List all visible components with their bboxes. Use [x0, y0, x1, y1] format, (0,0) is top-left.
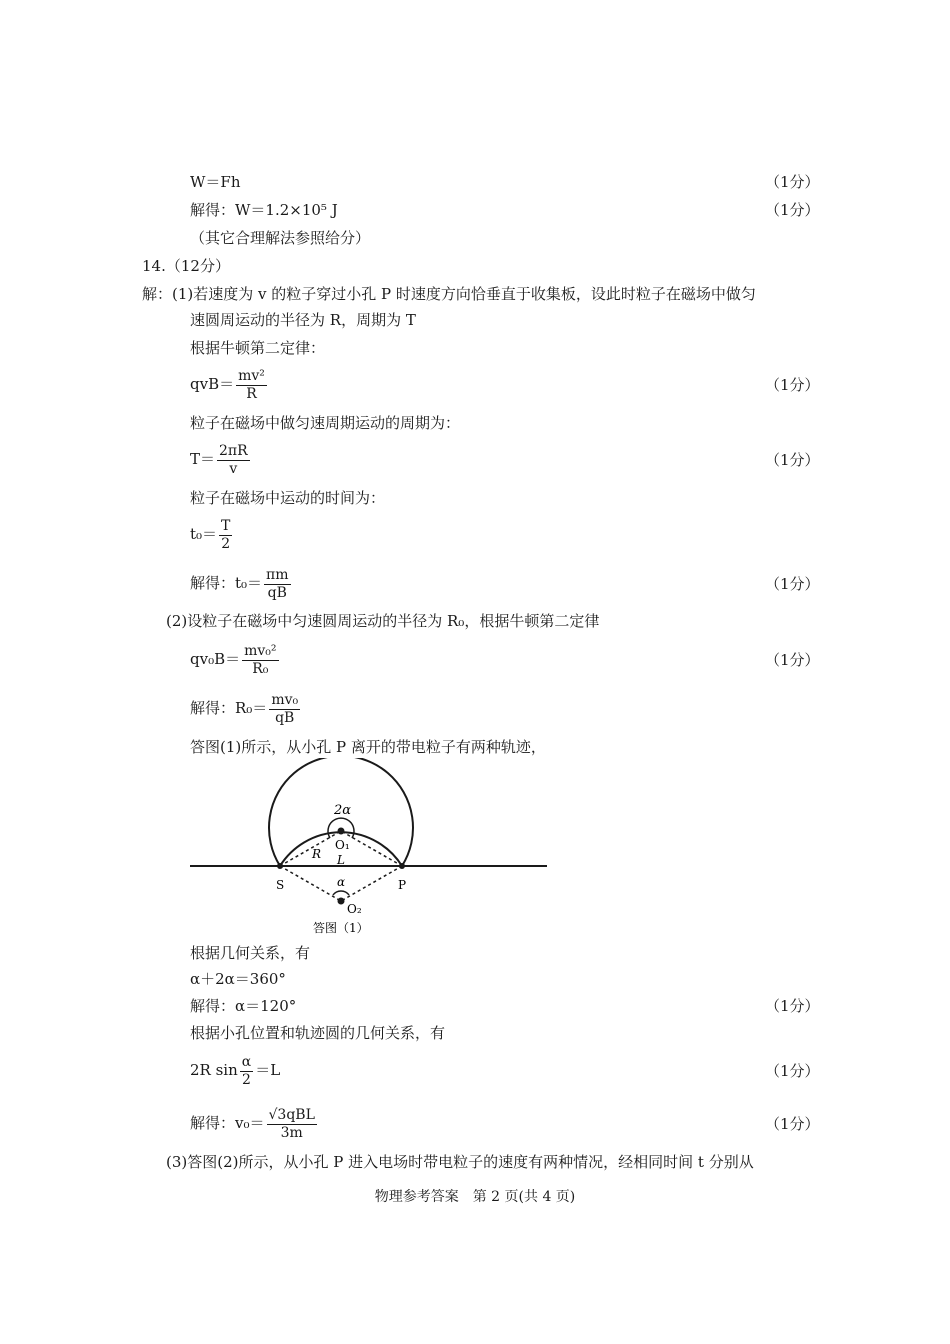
eq-numerator: α — [241, 1053, 252, 1070]
eq-denominator: qB — [275, 709, 295, 726]
equation-sine — [190, 1052, 280, 1089]
eq-fraction — [269, 692, 300, 727]
score-mark: （1分） — [765, 201, 820, 219]
eq-fraction — [242, 643, 278, 678]
eq-denominator: R — [246, 385, 257, 402]
eq-numerator: πm — [266, 566, 289, 583]
eq-denominator: 2 — [221, 535, 231, 552]
score-mark: （1分） — [765, 451, 820, 469]
angle-equation: α＋2α＝360° — [190, 970, 286, 988]
label-r: R — [312, 847, 322, 861]
eq-rhs: ＝L — [255, 1061, 281, 1079]
geometry-text: 根据几何关系，有 — [190, 944, 311, 962]
eq-fraction — [217, 443, 250, 478]
equation-work: W＝Fh — [190, 173, 241, 191]
equation-time-result — [190, 565, 293, 602]
part1-intro: 解：(1)若速度为 v 的粒子穿过小孔 P 时速度方向恰垂直于收集板，设此时粒子在磁场中做匀 — [142, 285, 756, 303]
radius-dotted — [280, 866, 341, 901]
score-mark: （1分） — [765, 1115, 820, 1133]
score-mark: （1分） — [765, 651, 820, 669]
label-s: S — [276, 878, 285, 892]
eq-lhs: T＝ — [190, 450, 216, 468]
part2-intro: (2)设粒子在磁场中匀速圆周运动的半径为 R₀，根据牛顿第二定律 — [166, 612, 600, 630]
score-mark: （1分） — [765, 376, 820, 394]
eq-fraction — [267, 1107, 317, 1142]
point-p-dot — [399, 863, 405, 869]
eq-denominator: qB — [267, 584, 287, 601]
eq-lhs: qvB＝ — [190, 375, 235, 393]
part3-intro: (3)答图(2)所示，从小孔 P 进入电场时带电粒子的速度有两种情况，经相同时间 t 分别从 — [166, 1153, 754, 1171]
angle-result: 解得：α＝120° — [190, 997, 297, 1015]
eq-fraction — [236, 368, 267, 403]
eq-fraction — [264, 567, 290, 602]
question-number: 14.（12分） — [142, 257, 230, 275]
time-text: 粒子在磁场中运动的时间为： — [190, 489, 386, 507]
center-o1-dot — [338, 828, 345, 835]
eq-numerator: T — [221, 517, 231, 534]
score-mark: （1分） — [765, 173, 820, 191]
score-mark: （1分） — [765, 575, 820, 593]
label-o1: O₁ — [335, 838, 350, 852]
part1-intro-cont: 速圆周运动的半径为 R，周期为 T — [190, 311, 416, 329]
eq-numerator: mv² — [238, 367, 265, 384]
note-other-methods: （其它合理解法参照给分） — [190, 229, 371, 247]
equation-qvb — [190, 366, 269, 403]
score-mark: （1分） — [765, 997, 820, 1015]
newton-law-text: 根据牛顿第二定律： — [190, 339, 326, 357]
eq-lhs: t₀＝ — [190, 525, 218, 543]
eq-numerator: 2πR — [219, 442, 248, 459]
eq-numerator: mv₀ — [271, 691, 299, 708]
label-2alpha: 2α — [334, 803, 352, 818]
eq-lhs: qv₀B＝ — [190, 650, 241, 668]
eq-numerator: √3qBL — [268, 1106, 315, 1123]
label-l: L — [337, 853, 345, 867]
figure-intro: 答图(1)所示，从小孔 P 离开的带电粒子有两种轨迹， — [190, 738, 546, 756]
eq-denominator: R₀ — [252, 660, 269, 677]
angle-alpha-arc — [333, 891, 349, 895]
eq-denominator: v — [229, 460, 238, 477]
radius-dotted — [341, 866, 402, 901]
center-o2-dot — [338, 898, 345, 905]
geometry-text-2: 根据小孔位置和轨迹圆的几何关系，有 — [190, 1024, 446, 1042]
eq-lhs: 2R sin — [190, 1061, 238, 1079]
eq-numerator: mv₀² — [244, 642, 277, 659]
label-alpha: α — [337, 875, 346, 889]
answer-figure-1 — [180, 758, 560, 940]
eq-lhs: 解得：v₀＝ — [190, 1114, 265, 1132]
eq-fraction — [219, 518, 232, 553]
eq-denominator: 3m — [280, 1124, 303, 1141]
eq-lhs: 解得：R₀＝ — [190, 699, 268, 717]
eq-denominator: 2 — [242, 1071, 251, 1088]
equation-period — [190, 441, 252, 478]
point-s-dot — [277, 863, 283, 869]
eq-lhs: 解得：t₀＝ — [190, 574, 263, 592]
radius-dotted — [280, 831, 341, 866]
label-o2: O₂ — [347, 902, 362, 916]
score-mark: （1分） — [765, 1062, 820, 1080]
period-text: 粒子在磁场中做匀速周期运动的周期为： — [190, 414, 461, 432]
equation-qv0b — [190, 641, 281, 678]
radius-dotted — [341, 831, 402, 866]
equation-r0-result — [190, 690, 302, 727]
work-result: 解得：W＝1.2×10⁵ J — [190, 201, 338, 219]
page-footer: 物理参考答案 第 2 页(共 4 页) — [374, 1189, 576, 1205]
label-p: P — [398, 878, 407, 892]
equation-time — [190, 516, 234, 553]
figure-caption: 答图（1） — [313, 921, 369, 935]
eq-fraction — [240, 1054, 253, 1089]
equation-v0-result — [190, 1105, 319, 1142]
